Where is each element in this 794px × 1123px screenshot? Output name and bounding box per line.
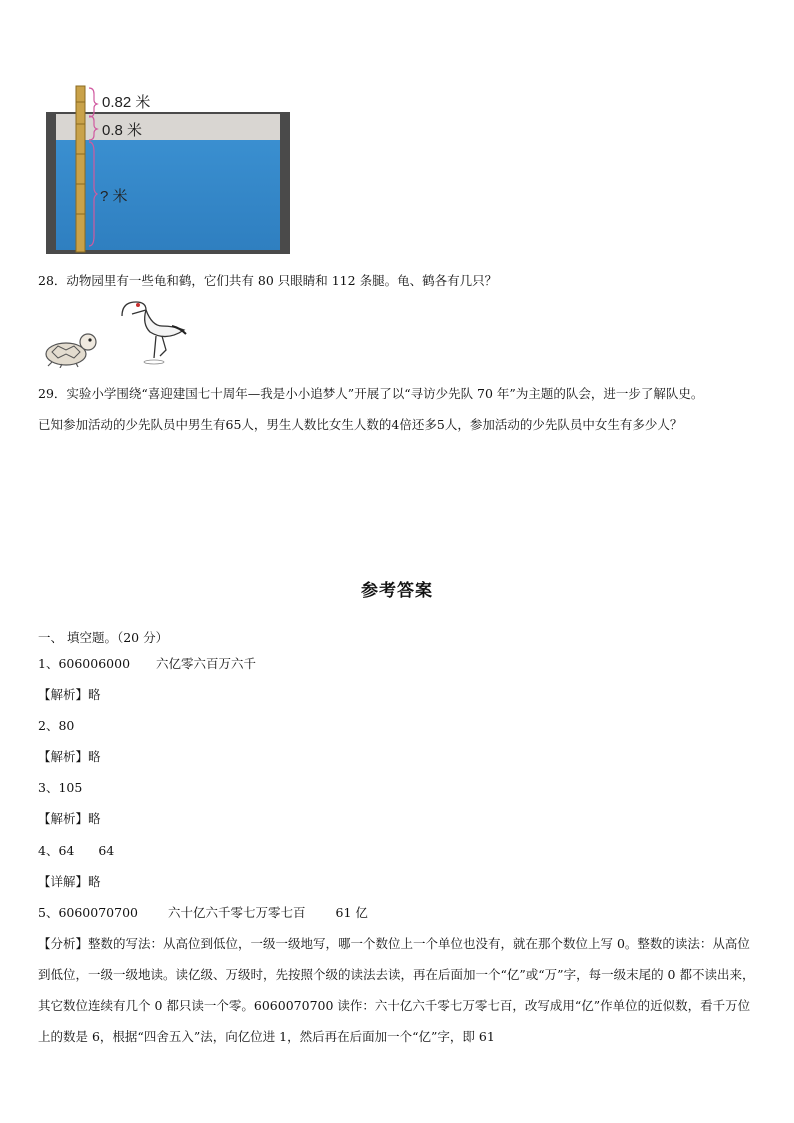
answer-2-note: 【解析】略 bbox=[38, 749, 101, 764]
q29-line1: 29．实验小学围绕“喜迎建国七十周年—我是小小追梦人”开展了以“寻访少先队 70 年”为主题的队会，进一步了解队史。 bbox=[38, 386, 704, 401]
answers-title: 参考答案 bbox=[361, 581, 433, 601]
section-heading: 一、 填空题。（20 分） bbox=[38, 630, 169, 645]
answer-5-extra2: 61 亿 bbox=[335, 905, 368, 920]
answer-3: 3、105 bbox=[38, 780, 83, 795]
answer-1-num: 1、606006000 bbox=[38, 656, 131, 671]
answer-3-note: 【解析】略 bbox=[38, 811, 101, 826]
label-water: ? 米 bbox=[100, 188, 128, 205]
label-mid: 0.8 米 bbox=[102, 122, 143, 139]
answer-2: 2、80 bbox=[38, 718, 75, 733]
label-top: 0.82 米 bbox=[102, 94, 151, 111]
answer-4-note: 【详解】略 bbox=[38, 874, 101, 889]
pool-figure bbox=[44, 84, 292, 256]
answer-5 bbox=[38, 904, 368, 922]
q29-line2: 已知参加活动的少先队员中男生有65人，男生人数比女生人数的4倍还多5人，参加活动的少先队员中女生有多少人？ bbox=[38, 417, 683, 432]
answer-4 bbox=[38, 842, 114, 860]
answer-5-num: 5、6060070700 bbox=[38, 905, 138, 920]
answer-1-note: 【解析】略 bbox=[38, 687, 101, 702]
bamboo-pole bbox=[76, 86, 85, 252]
crane-icon bbox=[112, 298, 192, 368]
answer-1-extra: 六亿零六百万六千 bbox=[156, 656, 257, 671]
answer-5-analysis: 【分析】整数的写法：从高位到低位，一级一级地写，哪一个数位上一个单位也没有，就在那个数位上写 0。整数的读法：从高位到低位，一级一级地读。读亿级、万级时，先按照个级的读法去读，再在后面加一个“亿”或“万”字，每一级末尾的 0 都不读出来，其它数位连续有几个 0 都只读一个零。6060070700 读作：六十亿六千零七万零七百，改写成用“亿”作单位的近似数，看千万位上的数是 6，根据“四舍五入”法，向亿位进 1，然后再在后面加一个“亿”字，即 61 bbox=[38, 936, 755, 1044]
turtle-icon bbox=[38, 328, 102, 368]
answer-1 bbox=[38, 655, 256, 673]
q28-text: 28．动物园里有一些龟和鹤，它们共有 80 只眼睛和 112 条腿。龟、鹤各有几只？ bbox=[38, 273, 498, 288]
answer-5-extra: 六十亿六千零七万零七百 bbox=[167, 905, 306, 920]
pool-water bbox=[56, 140, 280, 250]
pool-air bbox=[56, 114, 280, 140]
answer-4-num: 4、64 bbox=[38, 843, 75, 858]
answer-4-extra: 64 bbox=[98, 843, 115, 858]
